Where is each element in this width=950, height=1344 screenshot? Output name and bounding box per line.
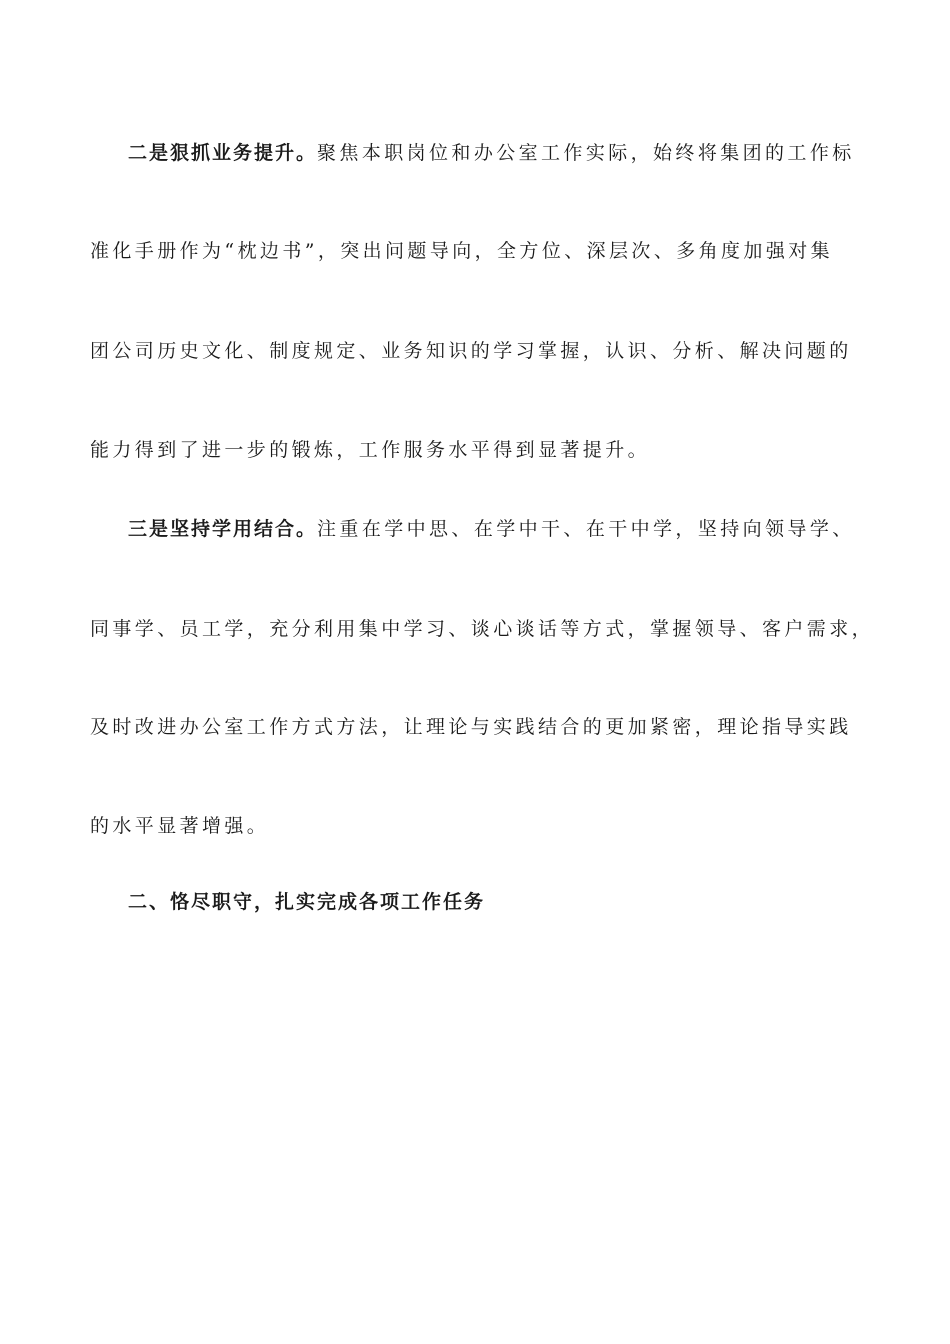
- paragraph-2-line-2: 同事学、员工学，充分利用集中学习、谈心谈话等方式，掌握领导、客户需求，: [90, 618, 875, 640]
- paragraph-1-line-3: 团公司历史文化、制度规定、业务知识的学习掌握，认识、分析、解决问题的: [90, 340, 852, 362]
- paragraph-2-line-1-text: 注重在学中思、在学中干、在干中学，坚持向领导学、: [317, 518, 855, 540]
- section-heading: 二、恪尽职守，扎实完成各项工作任务: [128, 891, 486, 913]
- paragraph-2-lead: 三是坚持学用结合。: [128, 518, 318, 540]
- paragraph-1-line-2: 准化手册作为“枕边书”，突出问题导向，全方位、深层次、多角度加强对集: [90, 240, 834, 262]
- paragraph-1-line-1-text: 聚焦本职岗位和办公室工作实际，始终将集团的工作标: [317, 142, 855, 164]
- paragraph-1-line-4: 能力得到了进一步的锻炼，工作服务水平得到显著提升。: [90, 439, 651, 461]
- paragraph-1-lead: 二是狠抓业务提升。: [128, 142, 318, 164]
- paragraph-2-line-1: [128, 516, 880, 542]
- paragraph-1-line-1: [128, 140, 880, 166]
- paragraph-2-line-3: 及时改进办公室工作方式方法，让理论与实践结合的更加紧密，理论指导实践: [90, 716, 852, 738]
- paragraph-2-line-4: 的水平显著增强。: [90, 815, 270, 837]
